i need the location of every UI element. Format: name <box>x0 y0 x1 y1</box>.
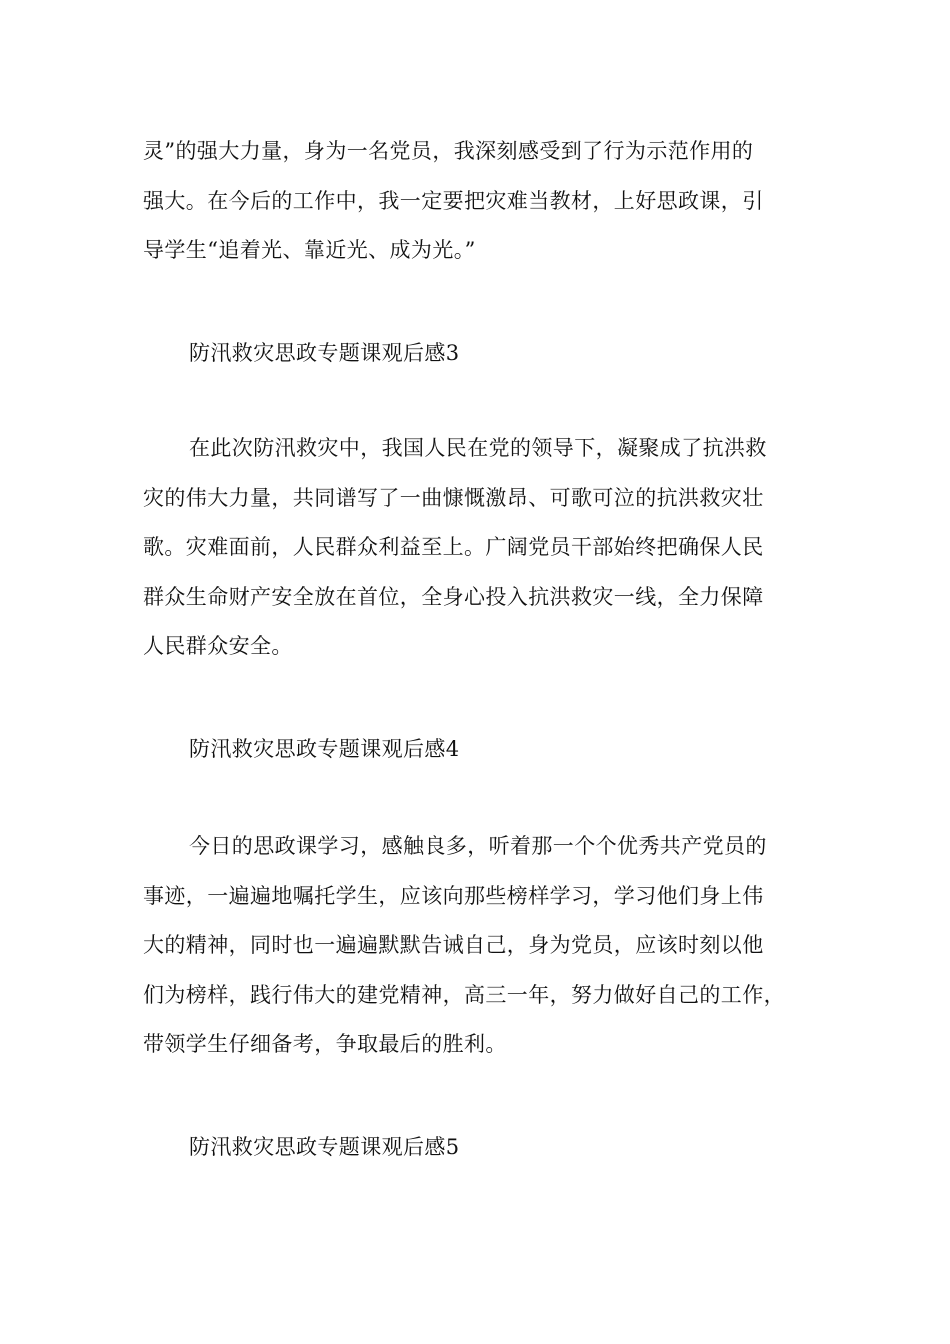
paragraph-section-3 <box>143 424 833 672</box>
text-line: 人民群众安全。 <box>143 634 293 658</box>
text-line: 今日的思政课学习，感触良多，听着那一个个优秀共产党员的 <box>189 834 767 858</box>
text-line: 灵”的强大力量，身为一名党员，我深刻感受到了行为示范作用的 <box>143 139 754 163</box>
paragraph-continuation <box>143 127 833 276</box>
text-line: 带领学生仔细备考，争取最后的胜利。 <box>143 1032 507 1056</box>
section-heading-4: 防汛救灾思政专题课观后感4 <box>189 737 460 761</box>
text-line: 在此次防汛救灾中，我国人民在党的领导下，凝聚成了抗洪救 <box>189 436 767 460</box>
text-line: 歌。灾难面前，人民群众利益至上。广阔党员干部始终把确保人民 <box>143 535 764 559</box>
text-line: 群众生命财产安全放在首位，全身心投入抗洪救灾一线，全力保障 <box>143 584 764 609</box>
section-heading-3: 防汛救灾思政专题课观后感3 <box>189 341 460 365</box>
text-line: 灾的伟大力量，共同谱写了一曲慷慨激昂、可歌可泣的抗洪救灾壮 <box>143 485 764 510</box>
text-line: 强大。在今后的工作中，我一定要把灾难当教材，上好思政课，引 <box>143 188 764 213</box>
text-line: 导学生“追着光、靠近光、成为光。” <box>143 238 476 262</box>
section-heading-5: 防汛救灾思政专题课观后感5 <box>189 1135 460 1159</box>
paragraph-section-4 <box>143 822 833 1070</box>
text-line: 们为榜样，践行伟大的建党精神，高三一年，努力做好自己的工作， <box>143 982 785 1007</box>
text-line: 事迹，一遍遍地嘱托学生，应该向那些榜样学习，学习他们身上伟 <box>143 883 764 908</box>
text-line: 大的精神，同时也一遍遍默默告诫自己，身为党员，应该时刻以他 <box>143 933 764 957</box>
